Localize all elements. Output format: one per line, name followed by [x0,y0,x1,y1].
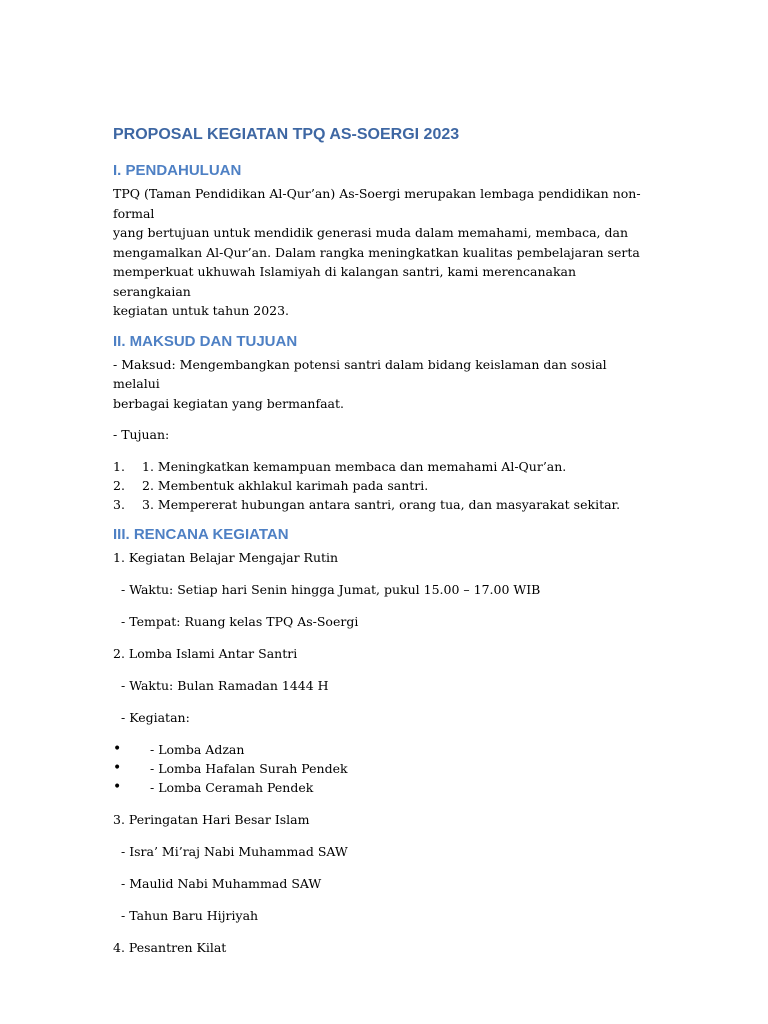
document-content [113,124,653,957]
list-item [113,476,653,495]
kegiatan-4-title: 4. Pesantren Kilat [113,940,227,955]
paragraph-line: TPQ (Taman Pendidikan Al-Qur’an) As-Soergi merupakan lembaga pendidikan non-formal [113,186,641,221]
list-item-text: 1. Meningkatkan kemampuan membaca dan memahami Al-Qur’an. [142,459,567,474]
list-item [113,740,653,759]
list-item [113,457,653,476]
section-heading-maksud-tujuan: II. MAKSUD DAN TUJUAN [113,332,298,350]
list-number: 1. [113,459,125,474]
paragraph-line: yang bertujuan untuk mendidik generasi muda dalam memahami, membaca, dan [113,225,629,240]
kegiatan-2-label: - Kegiatan: [121,710,190,725]
tujuan-label: - Tujuan: [113,427,170,442]
section-heading-pendahuluan: I. PENDAHULUAN [113,162,242,179]
paragraph-line: - Maksud: Mengembangkan potensi santri dalam bidang keislaman dan sosial melalui [113,356,607,391]
document-title: PROPOSAL KEGIATAN TPQ AS-SOERGI 2023 [113,126,460,143]
kegiatan-2-waktu: - Waktu: Bulan Ramadan 1444 H [121,678,329,693]
list-item [113,495,653,514]
kegiatan-1-waktu: - Waktu: Setiap hari Senin hingga Jumat, pukul 15.00 – 17.00 WIB [121,582,541,597]
pendahuluan-paragraph [113,184,653,321]
paragraph-line: memperkuat ukhuwah Islamiyah di kalangan santri, kami merencanakan serangkaian [113,264,577,299]
kegiatan-1-tempat: - Tempat: Ruang kelas TPQ As-Soergi [121,614,359,629]
list-item [113,759,653,778]
kegiatan-3-item: - Tahun Baru Hijriyah [121,908,259,923]
paragraph-line: kegiatan untuk tahun 2023. [113,303,290,318]
kegiatan-2-title: 2. Lomba Islami Antar Santri [113,646,298,661]
section-heading-rencana-kegiatan: III. RENCANA KEGIATAN [113,526,289,543]
list-number: 3. [113,497,125,512]
maksud-paragraph [113,355,653,414]
list-number: 2. [113,478,125,493]
kegiatan-1-title: 1. Kegiatan Belajar Mengajar Rutin [113,550,339,565]
lomba-list [113,740,653,797]
kegiatan-3-item: - Maulid Nabi Muhammad SAW [121,876,322,891]
list-item-text: - Lomba Adzan [150,742,245,757]
kegiatan-3-title: 3. Peringatan Hari Besar Islam [113,812,310,827]
bullet-icon: • [113,741,122,757]
list-item [113,778,653,797]
list-item-text: 2. Membentuk akhlakul karimah pada santri. [142,478,429,493]
bullet-icon: • [113,760,122,776]
bullet-icon: • [113,779,122,795]
tujuan-list [113,457,653,514]
list-item-text: 3. Mempererat hubungan antara santri, orang tua, dan masyarakat sekitar. [142,497,621,512]
list-item-text: - Lomba Hafalan Surah Pendek [150,761,348,776]
paragraph-line: mengamalkan Al-Qur’an. Dalam rangka meningkatkan kualitas pembelajaran serta [113,244,640,260]
list-item-text: - Lomba Ceramah Pendek [150,780,314,795]
kegiatan-3-item: - Isra’ Mi’raj Nabi Muhammad SAW [121,844,348,859]
paragraph-line: berbagai kegiatan yang bermanfaat. [113,395,344,411]
